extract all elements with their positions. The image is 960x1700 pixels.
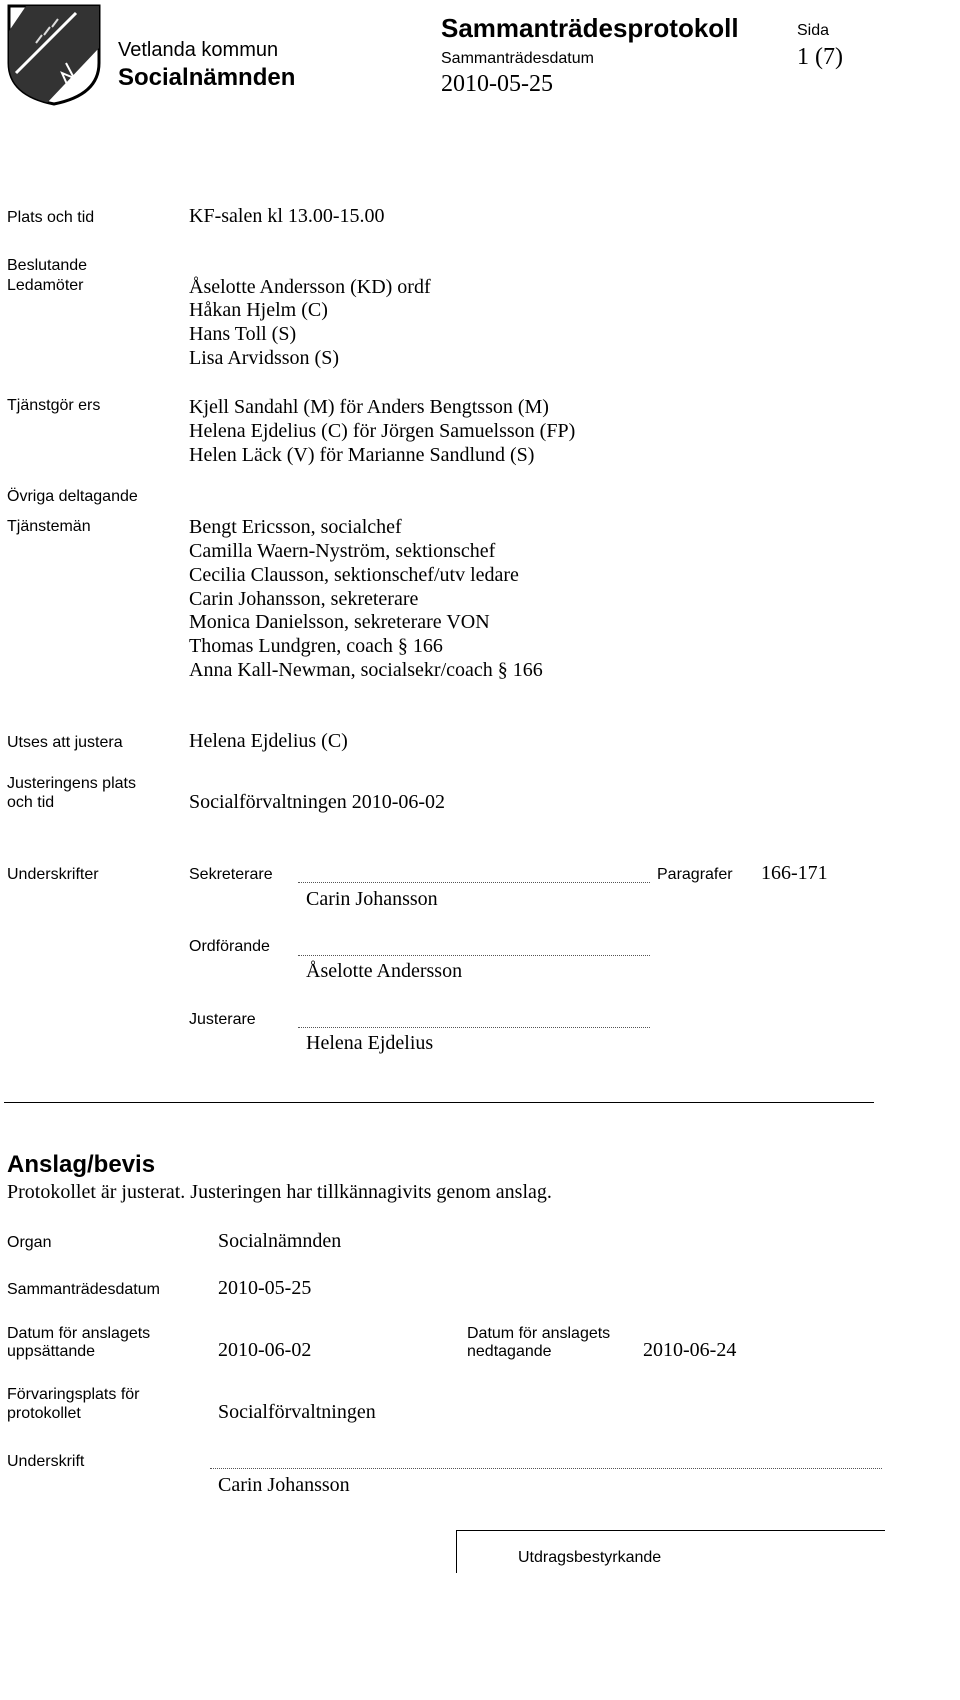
members-label: Ledamöter [7,277,84,294]
posted-date-value: 2010-06-02 [218,1339,312,1361]
place-value: KF-salen kl 13.00-15.00 [189,205,385,227]
secretary-label: Sekreterare [189,866,273,883]
official-item: Anna Kall-Newman, socialsekr/coach § 166 [189,659,543,681]
substitute-item: Kjell Sandahl (M) för Anders Bengtsson (M) [189,396,549,418]
removed-date-value: 2010-06-24 [643,1339,737,1361]
notice-date-label: Sammanträdesdatum [7,1281,160,1298]
notice-signature-name: Carin Johansson [218,1474,350,1496]
official-item: Camilla Waern-Nyström, sektionschef [189,540,496,562]
removed-date-label-2: nedtagande [467,1343,552,1360]
notice-text: Protokollet är justerat. Justeringen har tillkännagivits genom anslag. [7,1181,552,1203]
substitutes-label: Tjänstgör ers [7,397,101,414]
municipality-name: Vetlanda kommun [118,39,279,61]
page-number: 1 (7) [797,44,843,70]
member-item: Hans Toll (S) [189,323,297,345]
adjuster-signature-line [298,1027,650,1028]
organ-value: Socialnämnden [218,1230,342,1252]
page-label: Sida [797,22,830,39]
posted-date-label: Datum för anslagets [7,1325,151,1342]
certified-copy-label: Utdragsbestyrkande [518,1549,662,1566]
notice-signature-line [210,1468,882,1469]
chair-name: Åselotte Andersson [306,960,463,982]
official-item: Carin Johansson, sekreterare [189,588,419,610]
adjust-place-value: Socialförvaltningen 2010-06-02 [189,791,446,813]
paragraphs-value: 166-171 [761,862,828,884]
official-item: Cecilia Clausson, sektionschef/utv ledare [189,564,519,586]
chair-label: Ordförande [189,938,270,955]
adjuster-label: Utses att justera [7,734,123,751]
substitute-item: Helena Ejdelius (C) för Jörgen Samuelsson (FP) [189,420,576,442]
official-item: Bengt Ericsson, socialchef [189,516,402,538]
chair-signature-line [298,955,650,956]
adjuster-signature-label: Justerare [189,1011,256,1028]
place-label: Plats och tid [7,209,95,226]
adjust-time-label: och tid [7,794,55,811]
notice-title: Anslag/bevis [7,1151,156,1178]
officials-label: Tjänstemän [7,518,91,535]
deciding-label: Beslutande [7,257,88,274]
official-item: Monica Danielsson, sekreterare VON [189,611,490,633]
member-item: Lisa Arvidsson (S) [189,347,339,369]
municipal-coat-of-arms [6,3,102,107]
signatures-label: Underskrifter [7,866,99,883]
secretary-signature-line [298,882,650,883]
document-title: Sammanträdesprotokoll [441,13,739,43]
storage-label-2: protokollet [7,1405,81,1422]
secretary-name: Carin Johansson [306,888,438,910]
adjuster-value: Helena Ejdelius (C) [189,730,348,752]
adjuster-name: Helena Ejdelius [306,1032,434,1054]
storage-value: Socialförvaltningen [218,1401,376,1423]
substitute-item: Helen Läck (V) för Marianne Sandlund (S) [189,444,535,466]
others-label: Övriga deltagande [7,488,138,505]
official-item: Thomas Lundgren, coach § 166 [189,635,443,657]
storage-label: Förvaringsplats för [7,1386,140,1403]
member-item: Håkan Hjelm (C) [189,299,328,321]
removed-date-label: Datum för anslagets [467,1325,611,1342]
section-divider [4,1102,874,1103]
organ-label: Organ [7,1234,52,1251]
notice-date-value: 2010-05-25 [218,1277,312,1299]
meeting-date-label: Sammanträdesdatum [441,50,594,67]
posted-date-label-2: uppsättande [7,1343,96,1360]
committee-name: Socialnämnden [118,64,296,91]
member-item: Åselotte Andersson (KD) ordf [189,276,431,298]
paragraphs-label: Paragrafer [657,866,733,883]
meeting-date: 2010-05-25 [441,71,553,97]
adjust-place-label: Justeringens plats [7,775,136,792]
notice-signature-label: Underskrift [7,1453,85,1470]
